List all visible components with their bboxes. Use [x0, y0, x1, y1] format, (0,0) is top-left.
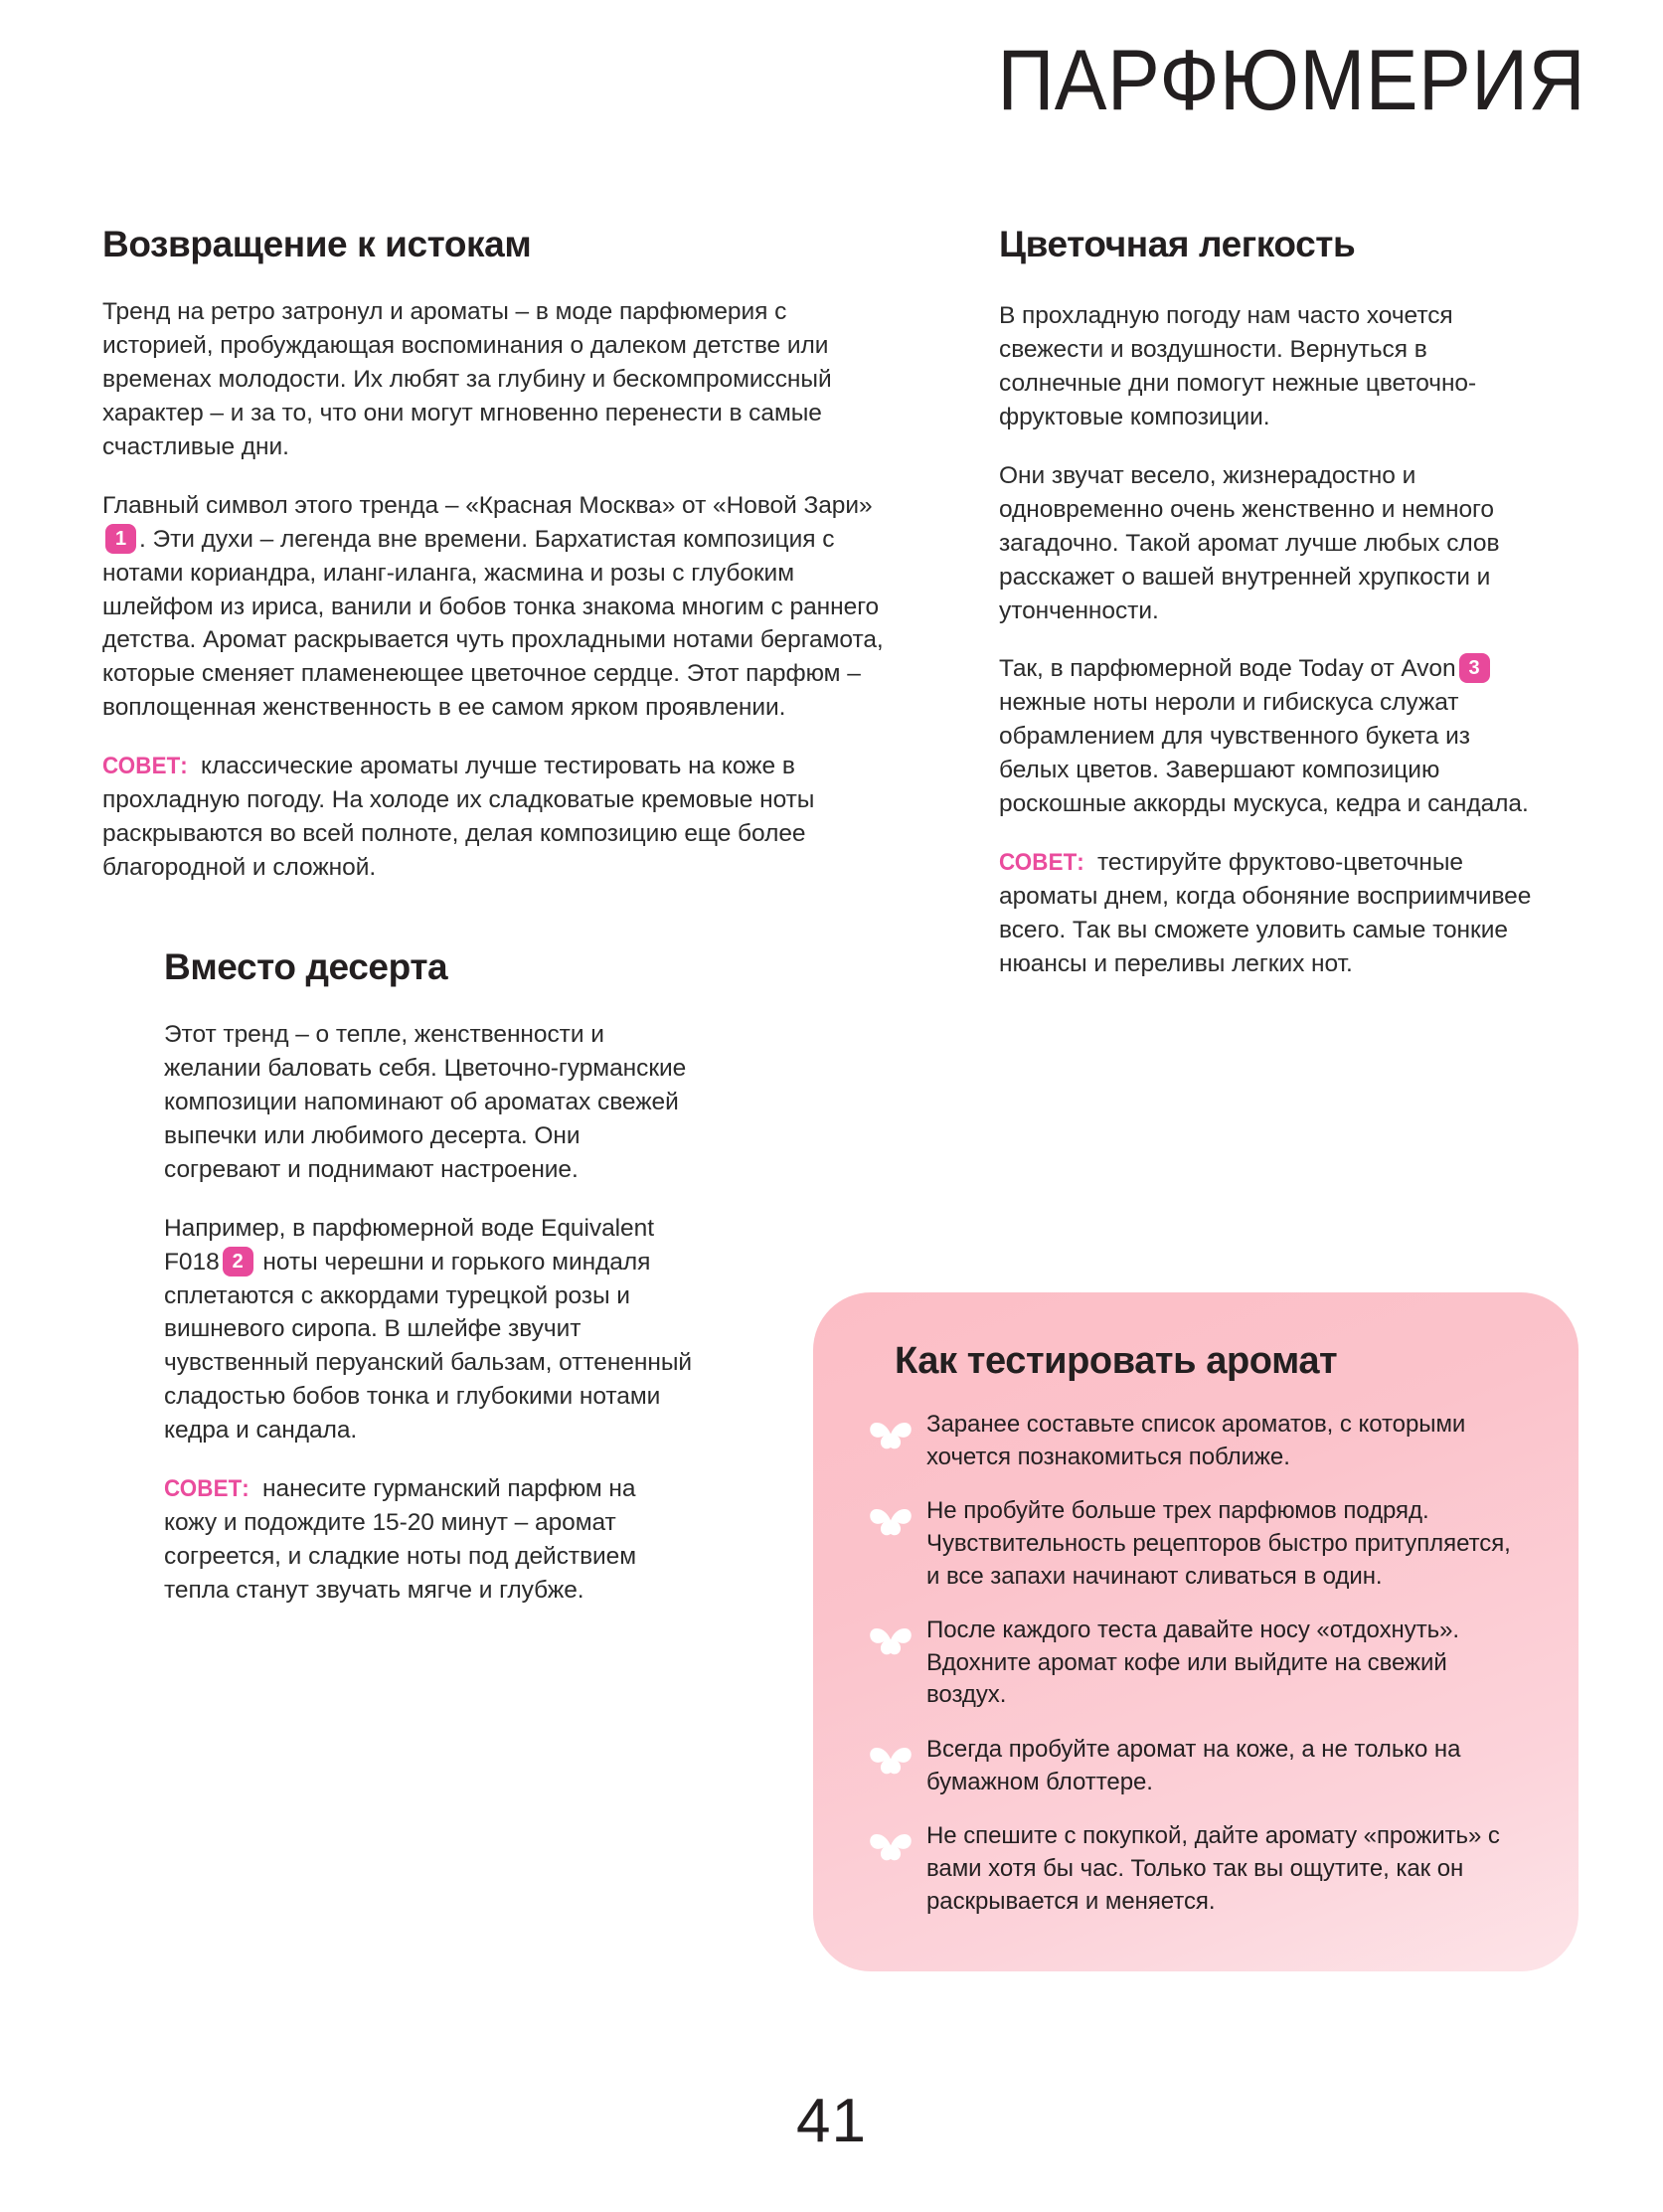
butterfly-icon-svg: [869, 1414, 913, 1453]
butterfly-icon-svg: [869, 1739, 913, 1779]
butterfly-icon: [869, 1414, 913, 1453]
right-column: [999, 224, 1536, 981]
subsection-paragraph-1: Этот тренд – о тепле, женственности и желании баловать себя. Цветочно-гурманские композиции напоминают об ароматах свежей выпечки или любимого десерта. Они согревают и поднимают настроение.: [164, 1021, 687, 1183]
left-section-heading: Возвращение к истокам: [102, 224, 532, 264]
left-column: [102, 224, 898, 1608]
tip-list-item: [869, 1409, 1523, 1473]
left-paragraph-2: [102, 489, 898, 725]
left-paragraph-2-before: Главный символ этого тренда – «Красная Москва» от «Новой Зари»: [102, 491, 873, 519]
tip-list-item-text: Заранее составьте список ароматов, с которыми хочется познакомиться поближе.: [926, 1411, 1466, 1470]
tip-text-subsection: нанесите гурманский парфюм на кожу и подождите 15-20 минут – аромат согреется, и сладкие ноты под действием тепла станут звучать мягче и глубже.: [164, 1475, 637, 1604]
subsection-paragraph-2-after: ноты черешни и горького миндаля сплетаются с аккордами турецкой розы и вишневого сиропа. В шлейфе звучит чувственный перуанский бальзам, оттененный сладостью бобов тонка и глубокими нотами кедра и сандала.: [164, 1248, 693, 1445]
tip-list-item: [869, 1734, 1523, 1798]
tip-list-item: [869, 1495, 1523, 1593]
butterfly-icon-svg: [869, 1825, 913, 1865]
right-section-heading: Цветочная легкость: [999, 224, 1356, 264]
left-tip-paragraph: [102, 750, 898, 885]
butterfly-icon: [869, 1739, 913, 1779]
page-title: ПАРФЮМЕРИЯ: [997, 33, 1585, 128]
right-paragraph-3-before: Так, в парфюмерной воде Today от Avon: [999, 655, 1456, 683]
subsection-paragraph-2: [164, 1212, 693, 1447]
reference-badge-2[interactable]: 2: [223, 1247, 253, 1276]
subsection-paragraph-2-before: Например, в парфюмерной воде Equivalent F018: [164, 1214, 654, 1276]
tip-label-subsection: СОВЕТ:: [164, 1475, 249, 1503]
left-paragraph-2-after: . Эти духи – легенда вне времени. Бархатистая композиция с нотами кориандра, иланг-иланга, жасмина и розы с глубоким шлейфом из ириса, ванили и бобов тонка знакома многим с раннего детства. Аромат раскрывается чуть прохладными нотами бергамота, которые сменяет пламенеющее цветочное сердце. Этот парфюм – воплощенная женственность в ее самом ярком проявлении.: [102, 525, 884, 722]
tip-list-item: [869, 1820, 1523, 1918]
butterfly-icon-svg: [869, 1619, 913, 1659]
butterfly-icon: [869, 1825, 913, 1865]
right-tip-paragraph: [999, 846, 1536, 981]
reference-badge-1[interactable]: 1: [105, 524, 136, 554]
tip-text-right: тестируйте фруктово-цветочные ароматы днем, когда обоняние восприимчивее всего. Так вы сможете уловить самые тонкие нюансы и переливы легких нот.: [999, 849, 1532, 977]
page-header: [0, 33, 1585, 128]
tip-card-heading: Как тестировать аромат: [895, 1340, 1338, 1382]
tip-label-right: СОВЕТ:: [999, 849, 1084, 877]
right-paragraph-2: Они звучат весело, жизнерадостно и одновременно очень женственно и немного загадочно. Такой аромат лучше любых слов расскажет о вашей внутренней хрупкости и утонченности.: [999, 461, 1500, 624]
tip-label-left: СОВЕТ:: [102, 753, 188, 780]
tip-card-list: [869, 1409, 1523, 1918]
butterfly-icon: [869, 1619, 913, 1659]
right-paragraph-1: В прохладную погоду нам часто хочется свежести и воздушности. Вернуться в солнечные дни помогут нежные цветочно-фруктовые композиции.: [999, 302, 1477, 430]
reference-badge-3[interactable]: 3: [1459, 653, 1490, 683]
right-paragraph-3: [999, 652, 1536, 821]
tip-list-item-text: Всегда пробуйте аромат на коже, а не только на бумажном блоттере.: [926, 1736, 1461, 1795]
subsection-heading: Вместо десерта: [164, 945, 448, 987]
tip-list-item: [869, 1615, 1523, 1712]
tip-list-item-text: Не спешите с покупкой, дайте аромату «прожить» с вами хотя бы час. Только так вы ощутите, как он раскрывается и меняется.: [926, 1822, 1500, 1915]
how-to-test-card: [813, 1292, 1579, 1971]
subsection-dessert: [164, 946, 693, 1608]
subsection-tip-paragraph: [164, 1472, 693, 1608]
right-paragraph-3-after: нежные ноты нероли и гибискуса служат обрамлением для чувственного букета из белых цветов. Завершают композицию роскошные аккорды мускуса, кедра и сандала.: [999, 689, 1529, 818]
tip-text-left: классические ароматы лучше тестировать на коже в прохладную погоду. На холоде их сладковатые кремовые ноты раскрываются во всей полноте, делая композицию еще более благородной и сложной.: [102, 753, 815, 881]
page-number: 41: [796, 2087, 867, 2155]
tip-list-item-text: После каждого теста давайте носу «отдохнуть». Вдохните аромат кофе или выйдите на свежий воздух.: [926, 1616, 1460, 1709]
butterfly-icon: [869, 1500, 913, 1540]
butterfly-icon-svg: [869, 1500, 913, 1540]
left-paragraph-1: Тренд на ретро затронул и ароматы – в моде парфюмерия с историей, пробуждающая воспоминания о далеком детстве или временах молодости. Их любят за глубину и бескомпромиссный характер – и за то, что они могут мгновенно перенести в самые счастливые дни.: [102, 298, 832, 460]
tip-list-item-text: Не пробуйте больше трех парфюмов подряд. Чувствительность рецепторов быстро притупляется, и все запахи начинают сливаться в один.: [926, 1497, 1511, 1590]
